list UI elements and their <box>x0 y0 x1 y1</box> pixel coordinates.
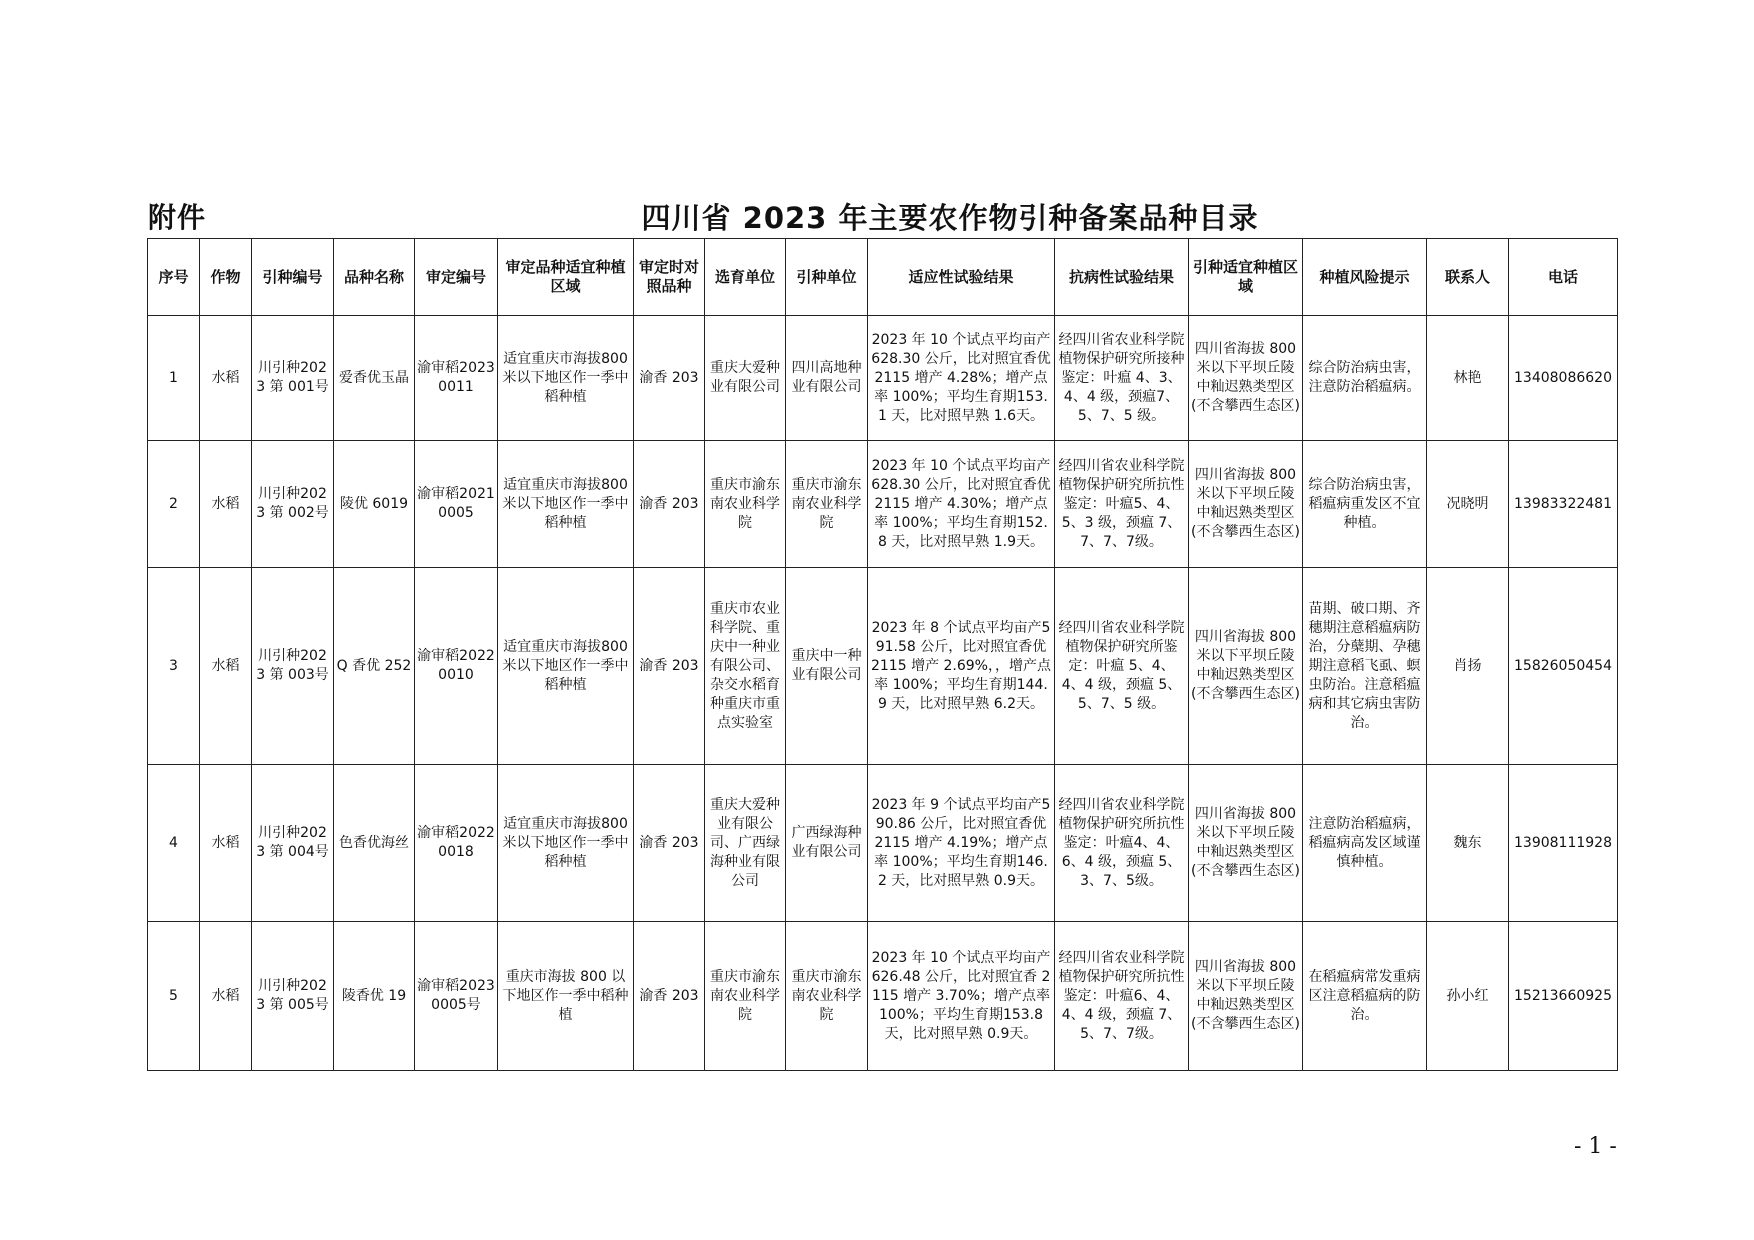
cell-no: 2 <box>148 441 200 568</box>
cell-approval-code: 渝审稻20220018 <box>415 765 498 922</box>
cell-contact: 肖扬 <box>1427 568 1509 765</box>
cell-intro-code: 川引种2023 第 003号 <box>252 568 334 765</box>
cell-intro-code: 川引种2023 第 001号 <box>252 316 334 441</box>
cell-crop: 水稻 <box>200 441 252 568</box>
cell-risk: 在稻瘟病常发重病区注意稻瘟病的防治。 <box>1303 922 1427 1071</box>
cell-risk: 苗期、破口期、齐穗期注意稻瘟病防治，分蘖期、孕穗期注意稻飞虱、螟虫防治。注意稻瘟病和其它病虫害防治。 <box>1303 568 1427 765</box>
cell-variety: 陵优 6019 <box>334 441 415 568</box>
cell-phone: 13908111928 <box>1509 765 1618 922</box>
header-intro-region: 引种适宜种植区域 <box>1189 239 1303 316</box>
cell-disease-result: 经四川省农业科学院植物保护研究所接种鉴定：叶瘟 4、3、4、4 级，颈瘟7、5、7、5 级。 <box>1055 316 1189 441</box>
cell-variety: 色香优海丝 <box>334 765 415 922</box>
cell-control: 渝香 203 <box>634 568 705 765</box>
cell-intro-code: 川引种2023 第 002号 <box>252 441 334 568</box>
cell-phone: 15213660925 <box>1509 922 1618 1071</box>
cell-breeder: 重庆大爱种业有限公司、广西绿海种业有限公司 <box>705 765 786 922</box>
variety-catalog-table <box>147 238 1618 1071</box>
cell-control: 渝香 203 <box>634 316 705 441</box>
cell-adapt-result: 2023 年 10 个试点平均亩产 628.30 公斤，比对照宜香优 2115 增产 4.30%；增产点率 100%；平均生育期152.8 天，比对照早熟 1.9天。 <box>868 441 1055 568</box>
cell-disease-result: 经四川省农业科学院植物保护研究所抗性鉴定：叶瘟5、4、5、3 级，颈瘟 7、7、7、7级。 <box>1055 441 1189 568</box>
cell-intro-code: 川引种2023 第 004号 <box>252 765 334 922</box>
cell-introducer: 重庆中一种业有限公司 <box>786 568 868 765</box>
cell-contact: 孙小红 <box>1427 922 1509 1071</box>
cell-risk: 注意防治稻瘟病，稻瘟病高发区域谨慎种植。 <box>1303 765 1427 922</box>
cell-control: 渝香 203 <box>634 441 705 568</box>
cell-intro-region: 四川省海拔 800米以下平坝丘陵中籼迟熟类型区(不含攀西生态区) <box>1189 316 1303 441</box>
cell-approval-code: 渝审稻20230011 <box>415 316 498 441</box>
cell-contact: 林艳 <box>1427 316 1509 441</box>
cell-no: 4 <box>148 765 200 922</box>
header-adapt-result: 适应性试验结果 <box>868 239 1055 316</box>
table-row <box>148 922 1618 1071</box>
cell-approval-code: 渝审稻20230005号 <box>415 922 498 1071</box>
cell-no: 1 <box>148 316 200 441</box>
cell-no: 3 <box>148 568 200 765</box>
page-number: - 1 - <box>1574 1134 1617 1159</box>
cell-approved-region: 适宜重庆市海拔800 米以下地区作一季中稻种植 <box>498 441 634 568</box>
table-row <box>148 568 1618 765</box>
attachment-label: 附件 <box>148 201 207 234</box>
cell-approval-code: 渝审稻20220010 <box>415 568 498 765</box>
cell-variety: Q 香优 252 <box>334 568 415 765</box>
cell-phone: 13408086620 <box>1509 316 1618 441</box>
header-breeder: 选育单位 <box>705 239 786 316</box>
table-row <box>148 765 1618 922</box>
cell-phone: 15826050454 <box>1509 568 1618 765</box>
cell-approved-region: 适宜重庆市海拔800 米以下地区作一季中稻种植 <box>498 316 634 441</box>
cell-introducer: 重庆市渝东南农业科学院 <box>786 441 868 568</box>
table-row <box>148 316 1618 441</box>
cell-disease-result: 经四川省农业科学院植物保护研究所抗性鉴定：叶瘟6、4、4、4 级，颈瘟 7、5、7、7级。 <box>1055 922 1189 1071</box>
cell-variety: 陵香优 19 <box>334 922 415 1071</box>
header-variety: 品种名称 <box>334 239 415 316</box>
cell-breeder: 重庆市农业科学院、重庆中一种业有限公司、杂交水稻育种重庆市重点实验室 <box>705 568 786 765</box>
header-no: 序号 <box>148 239 200 316</box>
header-phone: 电话 <box>1509 239 1618 316</box>
cell-approved-region: 适宜重庆市海拔800 米以下地区作一季中稻种植 <box>498 765 634 922</box>
page-title: 四川省 2023 年主要农作物引种备案品种目录 <box>641 201 1259 235</box>
cell-crop: 水稻 <box>200 316 252 441</box>
cell-intro-region: 四川省海拔 800米以下平坝丘陵中籼迟熟类型区(不含攀西生态区) <box>1189 765 1303 922</box>
cell-crop: 水稻 <box>200 922 252 1071</box>
cell-approved-region: 重庆市海拔 800 以下地区作一季中稻种植 <box>498 922 634 1071</box>
cell-variety: 爱香优玉晶 <box>334 316 415 441</box>
cell-intro-code: 川引种2023 第 005号 <box>252 922 334 1071</box>
cell-disease-result: 经四川省农业科学院植物保护研究所抗性鉴定：叶瘟4、4、6、4 级，颈瘟 5、3、7、5级。 <box>1055 765 1189 922</box>
cell-no: 5 <box>148 922 200 1071</box>
cell-adapt-result: 2023 年 8 个试点平均亩产591.58 公斤，比对照宜香优 2115 增产 2.69%，，增产点率 100%；平均生育期144.9 天，比对照早熟 6.2天。 <box>868 568 1055 765</box>
cell-phone: 13983322481 <box>1509 441 1618 568</box>
header-control: 审定时对照品种 <box>634 239 705 316</box>
header-risk: 种植风险提示 <box>1303 239 1427 316</box>
cell-adapt-result: 2023 年 10 个试点平均亩产 626.48 公斤，比对照宜香 2115 增产 3.70%；增产点率 100%；平均生育期153.8 天，比对照早熟 0.9天。 <box>868 922 1055 1071</box>
cell-intro-region: 四川省海拔 800米以下平坝丘陵中籼迟熟类型区(不含攀西生态区) <box>1189 568 1303 765</box>
header-disease-result: 抗病性试验结果 <box>1055 239 1189 316</box>
cell-risk: 综合防治病虫害，稻瘟病重发区不宜种植。 <box>1303 441 1427 568</box>
cell-crop: 水稻 <box>200 765 252 922</box>
cell-breeder: 重庆市渝东南农业科学院 <box>705 441 786 568</box>
cell-breeder: 重庆大爱种业有限公司 <box>705 316 786 441</box>
cell-crop: 水稻 <box>200 568 252 765</box>
cell-contact: 魏东 <box>1427 765 1509 922</box>
header-approval-code: 审定编号 <box>415 239 498 316</box>
header-approved-region: 审定品种适宜种植区域 <box>498 239 634 316</box>
cell-adapt-result: 2023 年 9 个试点平均亩产590.86 公斤，比对照宜香优 2115 增产 4.19%；增产点率 100%；平均生育期146.2 天，比对照早熟 0.9天。 <box>868 765 1055 922</box>
cell-control: 渝香 203 <box>634 765 705 922</box>
cell-introducer: 重庆市渝东南农业科学院 <box>786 922 868 1071</box>
header-crop: 作物 <box>200 239 252 316</box>
cell-breeder: 重庆市渝东南农业科学院 <box>705 922 786 1071</box>
cell-risk: 综合防治病虫害，注意防治稻瘟病。 <box>1303 316 1427 441</box>
cell-introducer: 广西绿海种业有限公司 <box>786 765 868 922</box>
table-row <box>148 441 1618 568</box>
cell-approved-region: 适宜重庆市海拔800 米以下地区作一季中稻种植 <box>498 568 634 765</box>
cell-disease-result: 经四川省农业科学院植物保护研究所鉴定：叶瘟 5、4、4、4 级，颈瘟 5、5、7、5 级。 <box>1055 568 1189 765</box>
header-contact: 联系人 <box>1427 239 1509 316</box>
cell-approval-code: 渝审稻20210005 <box>415 441 498 568</box>
header-introducer: 引种单位 <box>786 239 868 316</box>
cell-introducer: 四川高地种业有限公司 <box>786 316 868 441</box>
cell-intro-region: 四川省海拔 800米以下平坝丘陵中籼迟熟类型区(不含攀西生态区) <box>1189 922 1303 1071</box>
header-intro-code: 引种编号 <box>252 239 334 316</box>
cell-adapt-result: 2023 年 10 个试点平均亩产 628.30 公斤，比对照宜香优 2115 增产 4.28%；增产点率 100%；平均生育期153.1 天，比对照早熟 1.6天。 <box>868 316 1055 441</box>
cell-control: 渝香 203 <box>634 922 705 1071</box>
cell-contact: 况晓明 <box>1427 441 1509 568</box>
cell-intro-region: 四川省海拔 800米以下平坝丘陵中籼迟熟类型区(不含攀西生态区) <box>1189 441 1303 568</box>
table-header-row <box>148 239 1618 316</box>
